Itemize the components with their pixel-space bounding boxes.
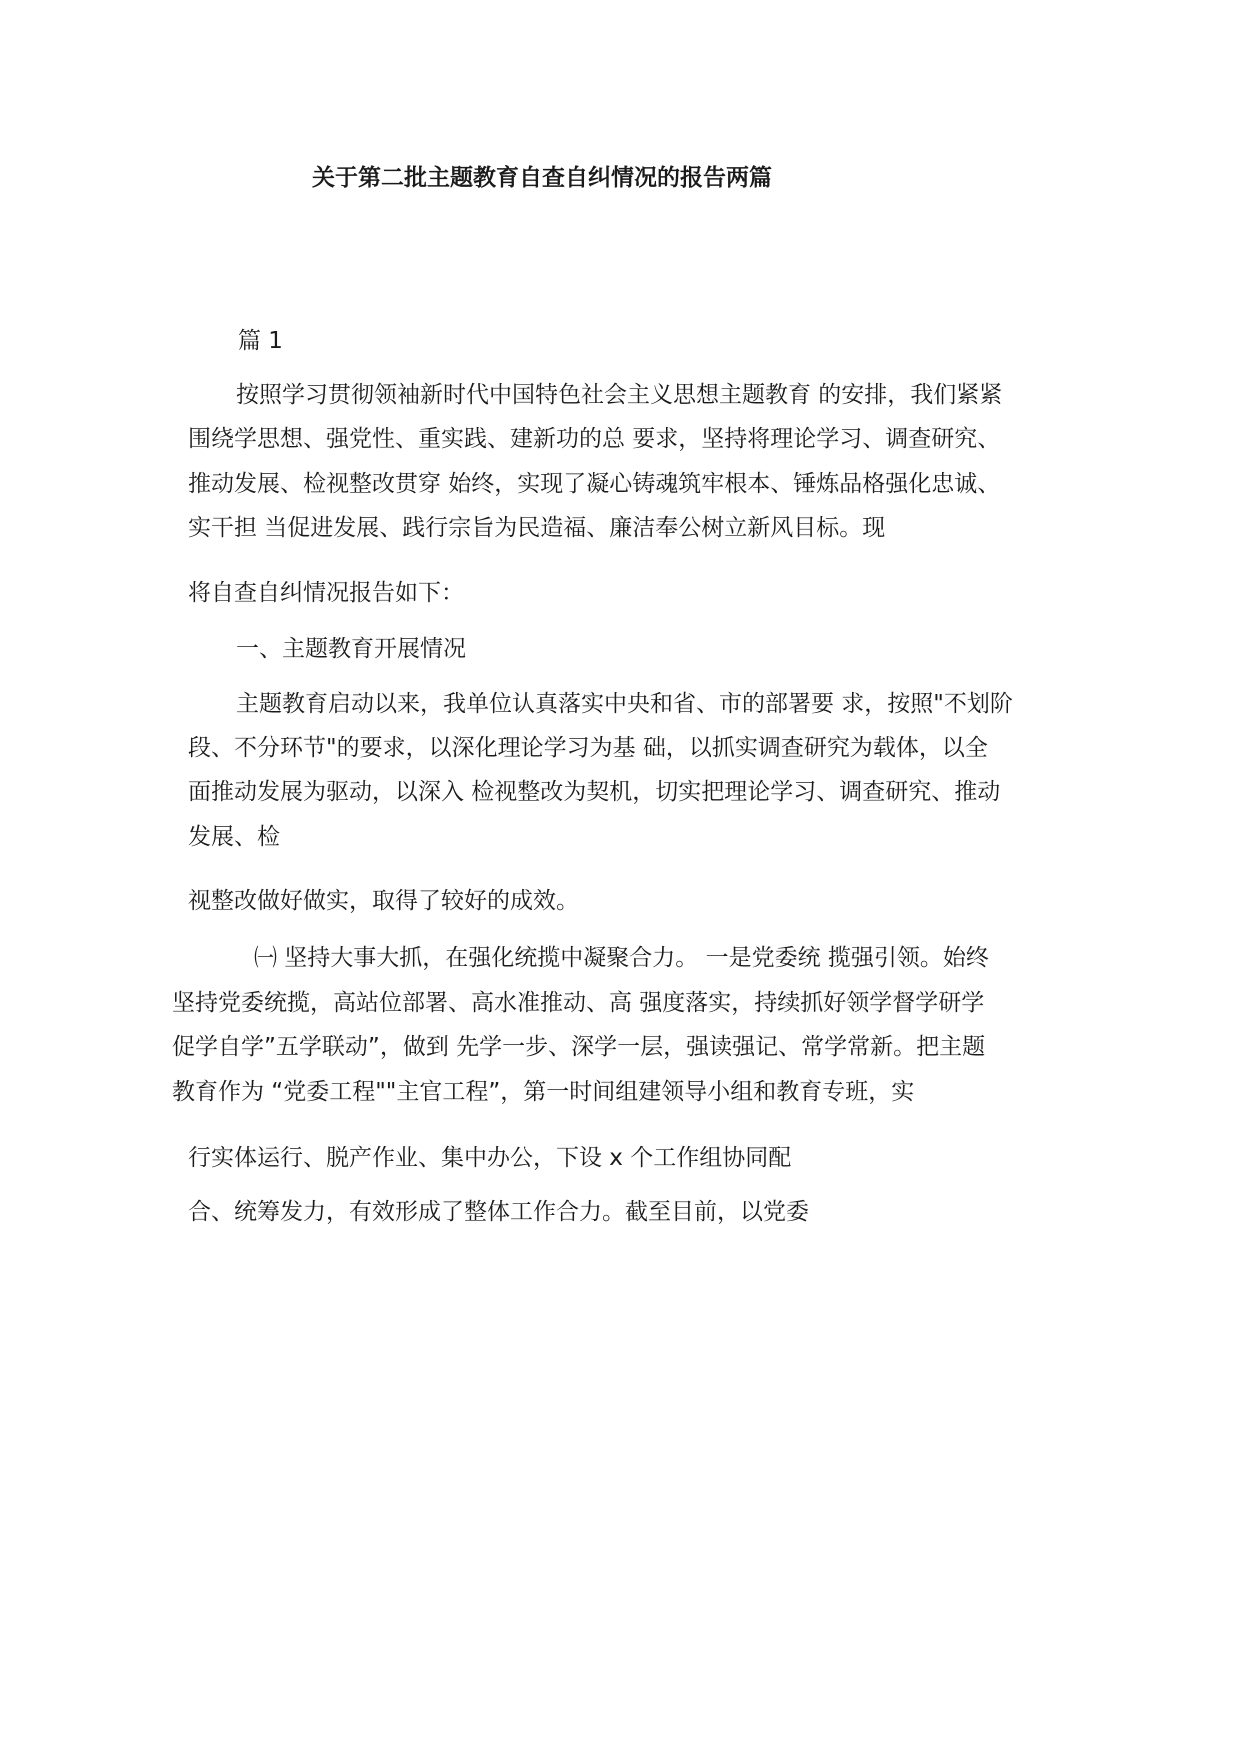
paragraph-line: 教育作为 “党委工程""主官工程”，第一时间组建领导小组和教育专班，实: [172, 1079, 915, 1105]
paragraph-line: 视整改做好做实，取得了较好的成效。: [188, 888, 579, 914]
paragraph-line: 促学自学”五学联动”，做到 先学一步、深学一层，强读强记、常学常新。把主题: [172, 1034, 986, 1060]
paragraph-line: 段、不分环节"的要求，以深化理论学习为基 础，以抓实调查研究为载体，以全: [188, 735, 988, 761]
paragraph-line: 发展、检: [188, 824, 280, 850]
intro-line: 实干担 当促进发展、践行宗旨为民造福、廉洁奉公树立新风目标。现: [188, 515, 886, 541]
paragraph-line: ㈠ 坚持大事大抓，在强化统揽中凝聚合力。 一是党委统 揽强引领。始终: [254, 945, 989, 971]
paragraph-line: 行实体运行、脱产作业、集中办公，下设 x 个工作组协同配: [188, 1145, 792, 1171]
intro-line: 推动发展、检视整改贯穿 始终，实现了凝心铸魂筑牢根本、锤炼品格强化忠诚、: [188, 471, 1001, 497]
section-label: 篇 1: [238, 328, 283, 354]
paragraph-line: 主题教育启动以来，我单位认真落实中央和省、市的部署要 求，按照"不划阶: [236, 691, 1013, 717]
paragraph-line: 面推动发展为驱动，以深入 检视整改为契机，切实把理论学习、调查研究、推动: [188, 779, 1001, 805]
document-title: 关于第二批主题教育自查自纠情况的报告两篇: [312, 165, 772, 191]
section-heading: 一、主题教育开展情况: [236, 636, 466, 662]
intro-line: 按照学习贯彻领袖新时代中国特色社会主义思想主题教育 的安排，我们紧紧: [236, 382, 1003, 408]
paragraph-line: 坚持党委统揽，高站位部署、高水准推动、高 强度落实，持续抓好领学督学研学: [172, 990, 985, 1016]
intro-line: 围绕学思想、强党性、重实践、建新功的总 要求，坚持将理论学习、调查研究、: [188, 426, 1001, 452]
intro-line: 将自查自纠情况报告如下：: [188, 580, 464, 606]
paragraph-line: 合、统筹发力，有效形成了整体工作合力。截至目前，以党委: [188, 1199, 809, 1225]
